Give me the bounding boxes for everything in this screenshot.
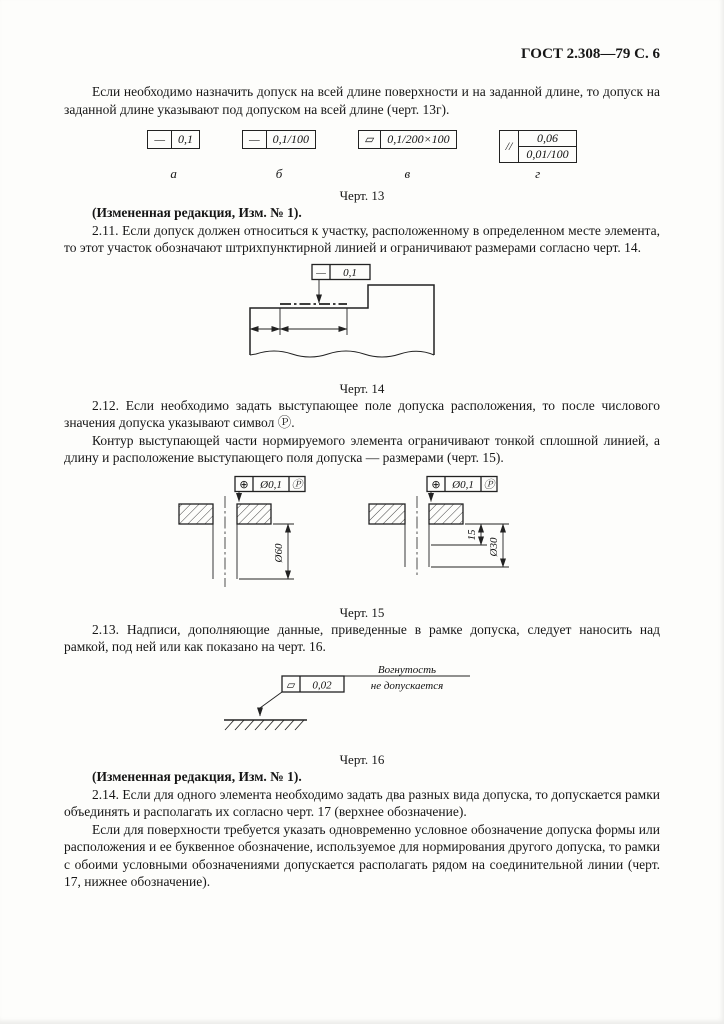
paragraph-2-13: 2.13. Надписи, дополняющие данные, приведенные в рамке допуска, следует наносить над рамкой, под ней или как показано на черт. 16. (64, 621, 660, 655)
frame-label-a: а (170, 166, 177, 182)
hatched-section-left (369, 504, 405, 524)
figure-15-left (179, 476, 305, 587)
paragraph-2-14: 2.14. Если для одного элемента необходимо задать два разных вида допуска, то допускается рамки объединять и располагать их согласно черт. 17 (верхнее обозначение). (64, 786, 661, 820)
figure-14-drawing (222, 263, 502, 375)
figure-14-caption: Черт. 14 (339, 380, 385, 396)
tolerance-value-bottom: 0,01/100 (519, 146, 575, 162)
part-outline (250, 285, 434, 355)
dim-diameter-label: Ø60 (273, 543, 285, 563)
hatched-section-right (237, 504, 271, 524)
frame-variant-g (499, 130, 577, 182)
hatched-section-left (179, 504, 213, 524)
paragraph-2-12b: Контур выступающей части нормируемого элемента ограничивают тонкой сплошной линией, а длину и расположение выступающего поля допуска — размерами (черт. 15). (64, 432, 660, 466)
frame-variant-b (242, 130, 316, 182)
tolerance-value-v: 0,1/200×100 (380, 131, 455, 148)
paragraph-2-11: 2.11. Если допуск должен относиться к участку, расположенному в определенном месте элемента, то этот участок обозначают штрихпунктирной линией и ограничивают размерами согласно черт. 14. (64, 222, 660, 256)
tolerance-frame-b (242, 130, 316, 149)
figure-14 (64, 263, 660, 397)
tolerance-frame-g (499, 130, 577, 163)
edit-note-2: (Измененная редакция, Изм. № 1). (92, 769, 302, 785)
flatness-symbol: ▱ (365, 132, 375, 147)
dim-length-label: 15 (466, 529, 478, 541)
tolerance-frame-a (147, 130, 200, 149)
frame-position-symbol: ⊕ (239, 478, 249, 491)
hatched-section-right (429, 504, 463, 524)
frame-value: Ø0,1 (260, 478, 282, 491)
figure-15-caption: Черт. 15 (339, 604, 385, 620)
frame-symbol: — (316, 266, 326, 279)
frame-variant-a (147, 130, 200, 182)
figure-15-drawing (177, 475, 547, 599)
page-header (64, 46, 660, 63)
leader-line (260, 692, 282, 716)
frame-label-v: в (404, 166, 411, 182)
figure-13-caption: Черт. 13 (339, 188, 385, 204)
tolerance-value-b: 0,1/100 (266, 131, 315, 148)
paragraph-2-12: 2.12. Если необходимо задать выступающее поле допуска расположения, то после числового значения допуска указывают символ Ⓟ. (64, 397, 660, 431)
figure-13 (64, 130, 660, 204)
note-line-2: не допускается (370, 680, 444, 693)
dimension (239, 524, 294, 579)
tolerance-frame-v (358, 130, 457, 149)
dim-diameter-label: Ø30 (488, 537, 500, 557)
figure-13-frames (64, 130, 660, 182)
paragraph-intro: Если необходимо назначить допуск на всей длине поверхности и на заданной длине, то допуск на заданной длине указывают под допуском на всей длине (черт. 13г). (64, 84, 660, 117)
frame-flatness-symbol: ▱ (286, 679, 296, 692)
extension-lines (280, 308, 347, 335)
frame-value: 0,1 (343, 266, 357, 279)
tolerance-value-top: 0,06 (537, 131, 559, 146)
frame-projected-modifier: Ⓟ (483, 478, 495, 491)
frame-value: Ø0,1 (452, 478, 474, 491)
figure-15-right (369, 476, 509, 575)
figure-15 (64, 475, 660, 621)
parallelism-symbol: // (505, 139, 513, 154)
frame-value: 0,02 (312, 679, 332, 692)
note-line-1: Вогнутость (377, 664, 437, 677)
frame-projected-modifier: Ⓟ (291, 478, 303, 491)
ground-hatching (225, 720, 304, 730)
figure-16-drawing (202, 664, 522, 746)
stacked-values (518, 131, 575, 162)
frame-variant-v (358, 130, 457, 182)
figure-16 (64, 664, 660, 768)
paragraph-2-14b: Если для поверхности требуется указать одновременно условное обозначение допуска формы или расположения и ее буквенное обозначение, используемое для нормирования другого допуска, то рамки с обоими условными обозначениями допускается располагать рядом на соединительной линии (черт. 17, нижнее обозначение). (64, 821, 660, 890)
frame-position-symbol: ⊕ (431, 478, 441, 491)
figure-16-caption: Черт. 16 (339, 752, 385, 768)
straightness-symbol: — (248, 132, 260, 147)
doc-number: ГОСТ 2.308—79 С. 6 (521, 46, 660, 62)
frame-label-g: г (535, 166, 541, 182)
break-line (250, 351, 434, 357)
straightness-symbol: — (154, 132, 165, 147)
frame-label-b: б (275, 166, 283, 182)
edit-note-1: (Измененная редакция, Изм. № 1). (92, 205, 302, 221)
tolerance-value-a: 0,1 (171, 131, 199, 148)
